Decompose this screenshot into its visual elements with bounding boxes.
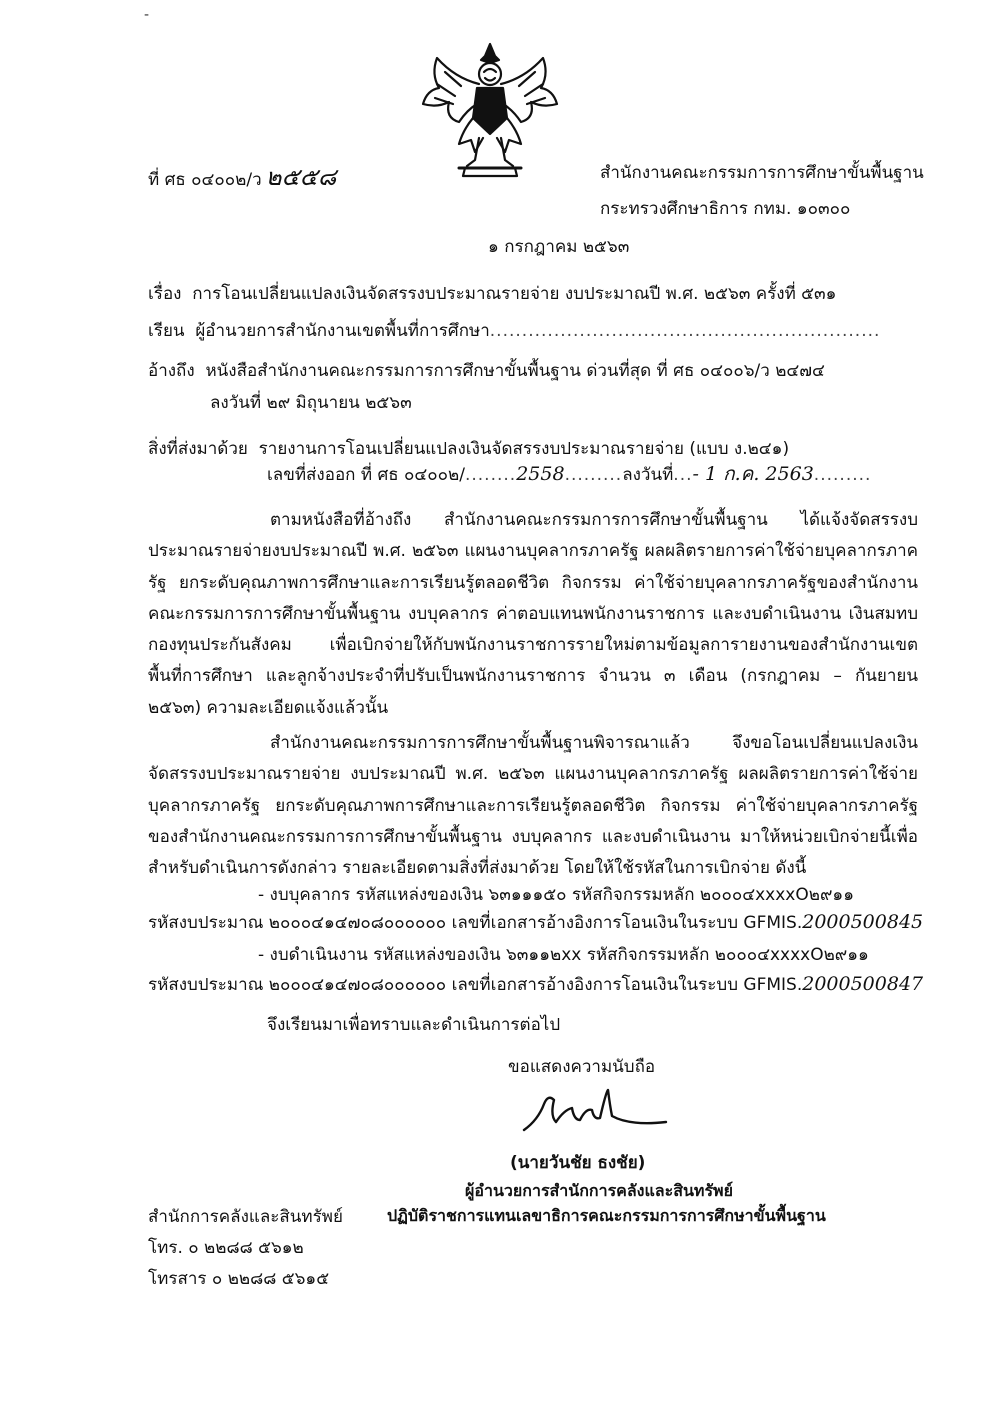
recipient-text: ผู้อำนวยการสำนักงานเขตพื้นที่การศึกษา <box>195 321 490 341</box>
to-label: เรียน <box>148 321 185 341</box>
recipient-line <box>148 320 880 342</box>
reference-line-1 <box>148 360 825 382</box>
budget-item-1-gfmis-handwritten: 2000500845 <box>802 911 924 933</box>
recipient-dots: ............................................................. <box>489 321 881 341</box>
garuda-emblem-icon <box>415 38 565 178</box>
budget-item-2-line-2 <box>148 972 923 997</box>
paragraph-1-text: ตามหนังสือที่อ้างถึง สำนักงานคณะกรรมการการศึกษาขั้นพื้นฐาน ได้แจ้งจัดสรรงบประมาณรายจ่ายงบประมาณปี พ.ศ. ๒๕๖๓ แผนงานบุคลากรภาครัฐ ผลผลิตรายการค่าใช้จ่ายบุคลากรภาครัฐ ยกระดับคุณภาพการศึกษาและการเรียนรู้ตลอดชีวิต กิจกรรม ค่าใช้จ่ายบุคลากรภาครัฐของสำนักงานคณะกรรมการการศึกษาขั้นพื้นฐาน งบบุคลากร ค่าตอบแทนพนักงานราชการ และงบดำเนินงาน เงินสมทบกองทุนประกันสังคม เพื่อเบิกจ่ายให้กับพนักงานราชการรายใหม่ตามข้อมูลการายงานของสำนักงานเขตพื้นที่การศึกษา และลูกจ้างประจำที่ปรับเป็นพนักงานราชการ จำนวน ๓ เดือน (กรกฎาคม – กันยายน ๒๕๖๓) ความละเอียดแจ้งแล้วนั้น <box>148 510 918 718</box>
footer-department: สำนักการคลังและสินทรัพย์ <box>148 1207 343 1227</box>
subject-label: เรื่อง <box>148 284 182 304</box>
footer-fax: โทรสาร ๐ ๒๒๘๘ ๕๖๑๕ <box>148 1269 330 1289</box>
letter-date: ๑ กรกฎาคม ๒๕๖๓ <box>488 237 630 257</box>
subject-line <box>148 283 836 305</box>
budget-item-1-code-text: รหัสงบประมาณ ๒๐๐๐๔๑๔๗๐๘๐๐๐๐๐๐ เลขที่เอกสารอ้างอิงการโอนเงินในระบบ GFMIS. <box>148 913 803 933</box>
signatory-position-1: ผู้อำนวยการสำนักการคลังและสินทรัพย์ <box>465 1181 733 1200</box>
out-date-label: ลงวันที่ <box>622 465 674 485</box>
issuing-org: สำนักงานคณะกรรมการการศึกษาขั้นพื้นฐาน <box>600 163 924 183</box>
body-paragraph-1 <box>148 505 918 724</box>
budget-item-2-line-1: - งบดำเนินงาน รหัสแหล่งของเงิน ๖๓๑๑๒xx รหัสกิจกรรมหลัก ๒๐๐๐๔xxxxO๒๙๑๑ <box>258 945 869 965</box>
enclosure-line-2 <box>267 462 871 487</box>
body-paragraph-2 <box>148 728 918 884</box>
budget-item-2-gfmis-handwritten: 2000500847 <box>802 973 924 995</box>
reference-text-1: หนังสือสำนักงานคณะกรรมการการศึกษาขั้นพื้นฐาน ด่วนที่สุด ที่ ศธ ๐๔๐๐๖/ว ๒๔๗๔ <box>205 361 825 381</box>
regards-text: ขอแสดงความนับถือ <box>508 1057 656 1077</box>
out-number-dots-1: ........ <box>464 465 517 485</box>
out-number-handwritten: 2558 <box>516 463 565 485</box>
out-number-dots-2: ......... <box>564 465 623 485</box>
signatory-name: (นายวันชัย ธงชัย) <box>510 1153 646 1173</box>
out-date-handwritten: - 1 ก.ค. 2563 <box>692 463 814 485</box>
closing-sentence: จึงเรียนมาเพื่อทราบและดำเนินการต่อไป <box>267 1015 561 1035</box>
footer-telephone: โทร. ๐ ๒๒๘๘ ๕๖๑๒ <box>148 1238 304 1258</box>
out-number-label: เลขที่ส่งออก ที่ ศธ ๐๔๐๐๒/ <box>267 465 465 485</box>
out-date-dots-2: ......... <box>813 465 872 485</box>
enclosure-text: รายงานการโอนเปลี่ยนแปลงเงินจัดสรรงบประมาณรายจ่าย (แบบ ง.๒๔๑) <box>258 439 790 459</box>
subject-text: การโอนเปลี่ยนแปลงเงินจัดสรรงบประมาณรายจ่าย งบประมาณปี พ.ศ. ๒๕๖๓ ครั้งที่ ๕๓๑ <box>192 284 837 304</box>
enclosure-label: สิ่งที่ส่งมาด้วย <box>148 439 248 459</box>
budget-item-2-code-text: รหัสงบประมาณ ๒๐๐๐๔๑๔๗๐๘๐๐๐๐๐๐ เลขที่เอกสารอ้างอิงการโอนเงินในระบบ GFMIS. <box>148 975 803 995</box>
budget-item-1-line-2 <box>148 910 923 935</box>
signatory-position-2: ปฏิบัติราชการแทนเลขาธิการคณะกรรมการการศึกษาขั้นพื้นฐาน <box>387 1206 826 1225</box>
budget-item-1-line-1: - งบบุคลากร รหัสแหล่งของเงิน ๖๓๑๑๑๕๐ รหัสกิจกรรมหลัก ๒๐๐๐๔xxxxO๒๙๑๑ <box>258 885 854 905</box>
reference-label: อ้างถึง <box>148 361 195 381</box>
reference-number <box>148 162 336 193</box>
ref-prefix: ที่ ศธ ๐๔๐๐๒/ว <box>148 170 262 190</box>
reference-line-2: ลงวันที่ ๒๙ มิถุนายน ๒๕๖๓ <box>210 393 412 413</box>
org-address: กระทรวงศึกษาธิการ กทม. ๑๐๓๐๐ <box>600 199 851 219</box>
out-date-dots-1: ... <box>673 465 693 485</box>
signature-mark <box>520 1086 670 1136</box>
paragraph-2-text: สำนักงานคณะกรรมการการศึกษาขั้นพื้นฐานพิจารณาแล้ว จึงขอโอนเปลี่ยนแปลงเงินจัดสรรงบประมาณรายจ่าย งบประมาณปี พ.ศ. ๒๕๖๓ แผนงานบุคลากรภาครัฐ ผลผลิตรายการค่าใช้จ่ายบุคลากรภาครัฐ ยกระดับคุณภาพการศึกษาและการเรียนรู้ตลอดชีวิต กิจกรรม ค่าใช้จ่ายบุคลากรภาครัฐของสำนักงานคณะกรรมการการศึกษาขั้นพื้นฐาน งบบุคลากร และงบดำเนินงาน มาให้หน่วยเบิกจ่ายนี้เพื่อสำหรับดำเนินการดังกล่าว รายละเอียดตามสิ่งที่ส่งมาด้วย โดยให้ใช้รหัสในการเบิกจ่าย ดังนี้ <box>148 733 918 879</box>
ref-handwritten-number: ๒๕๕๘ <box>265 163 337 191</box>
enclosure-line-1 <box>148 438 789 460</box>
stray-mark: - <box>144 7 150 23</box>
